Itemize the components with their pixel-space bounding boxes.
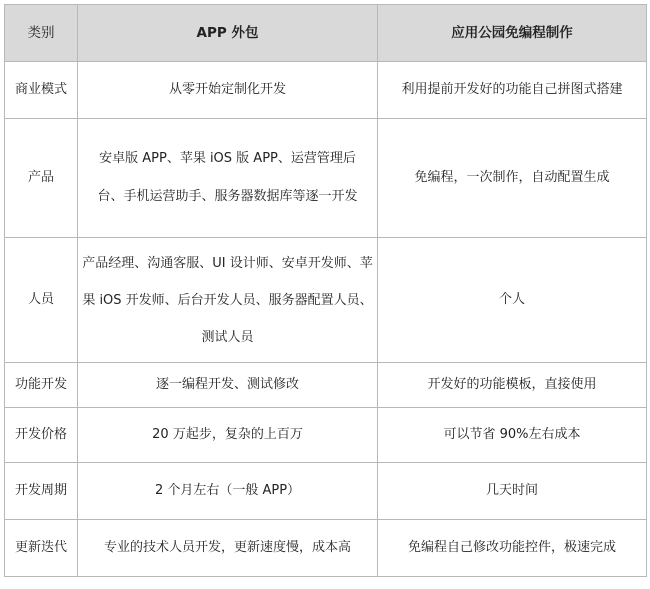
cell-no-code: 个人 bbox=[378, 238, 647, 363]
row-category: 更新迭代 bbox=[5, 520, 78, 577]
table-row bbox=[5, 363, 647, 408]
cell-no-code: 可以节省 90%左右成本 bbox=[378, 408, 647, 463]
table-row bbox=[5, 119, 647, 238]
header-row bbox=[5, 5, 647, 62]
row-category: 开发价格 bbox=[5, 408, 78, 463]
cell-no-code: 利用提前开发好的功能自己拼图式搭建 bbox=[378, 62, 647, 119]
cell-no-code: 几天时间 bbox=[378, 463, 647, 520]
cell-app-outsourcing: 产品经理、沟通客服、UI 设计师、安卓开发师、苹果 iOS 开发师、后台开发人员、服务器配置人员、测试人员 bbox=[78, 238, 378, 363]
table-row bbox=[5, 62, 647, 119]
table-row bbox=[5, 463, 647, 520]
cell-app-outsourcing: 专业的技术人员开发，更新速度慢，成本高 bbox=[78, 520, 378, 577]
row-category: 商业模式 bbox=[5, 62, 78, 119]
cell-app-outsourcing: 逐一编程开发、测试修改 bbox=[78, 363, 378, 408]
row-category: 人员 bbox=[5, 238, 78, 363]
table-header bbox=[5, 5, 647, 62]
header-category: 类别 bbox=[5, 5, 78, 62]
row-category: 开发周期 bbox=[5, 463, 78, 520]
header-no-code: 应用公园免编程制作 bbox=[378, 5, 647, 62]
cell-no-code: 免编程自己修改功能控件，极速完成 bbox=[378, 520, 647, 577]
row-category: 功能开发 bbox=[5, 363, 78, 408]
table-row bbox=[5, 238, 647, 363]
row-category: 产品 bbox=[5, 119, 78, 238]
cell-no-code: 免编程，一次制作，自动配置生成 bbox=[378, 119, 647, 238]
cell-app-outsourcing: 20 万起步，复杂的上百万 bbox=[78, 408, 378, 463]
header-app-outsourcing: APP 外包 bbox=[78, 5, 378, 62]
cell-app-outsourcing: 2 个月左右（一般 APP） bbox=[78, 463, 378, 520]
cell-app-outsourcing: 从零开始定制化开发 bbox=[78, 62, 378, 119]
table-row bbox=[5, 408, 647, 463]
cell-app-outsourcing: 安卓版 APP、苹果 iOS 版 APP、运营管理后台、手机运营助手、服务器数据库等逐一开发 bbox=[78, 119, 378, 238]
table-body bbox=[5, 62, 647, 577]
cell-no-code: 开发好的功能模板，直接使用 bbox=[378, 363, 647, 408]
comparison-table bbox=[4, 4, 647, 577]
table-row bbox=[5, 520, 647, 577]
